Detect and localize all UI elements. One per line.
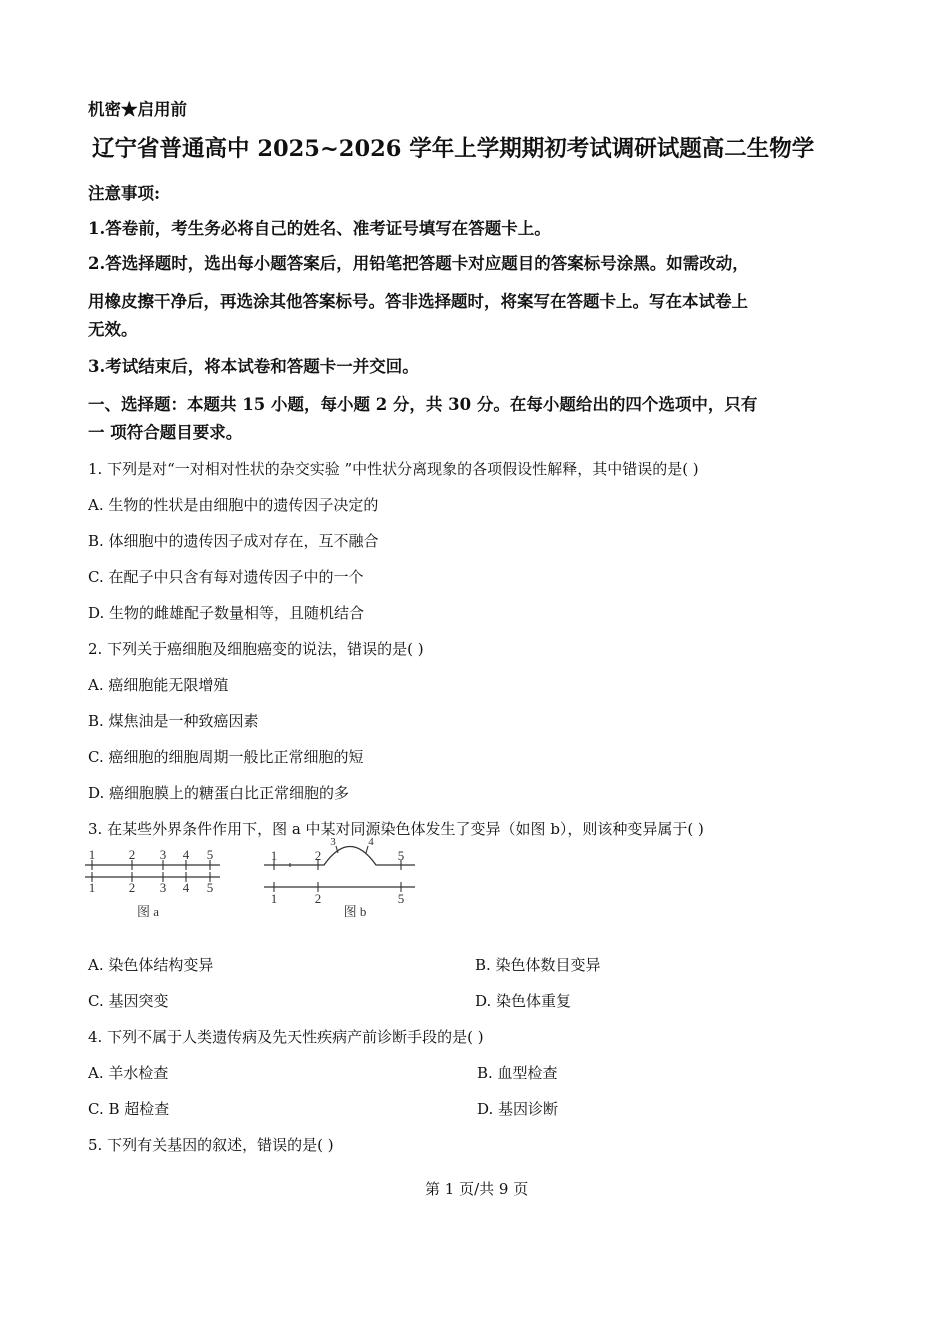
question-4-option-d: D. 基因诊断 [477,1100,559,1118]
question-1-option-b: B. 体细胞中的遗传因子成对存在，互不融合 [88,532,379,550]
notes-heading: 注意事项: [88,184,161,203]
figure-b-top-label-5: 5 [397,848,405,863]
figure-a-bottom-label-2: 2 [128,880,136,895]
question-3-option-b: B. 染色体数目变异 [475,956,601,974]
section-heading-line-1: 一、选择题：本题共 15 小题，每小题 2 分，共 30 分。在每小题给出的四个选项中，只有 [88,395,758,414]
question-1-option-a: A. 生物的性状是由细胞中的遗传因子决定的 [88,496,379,514]
question-2-option-a: A. 癌细胞能无限增殖 [88,676,229,694]
figure-b-caption: 图 b [343,904,367,919]
figure-a-top-label-5: 5 [206,847,214,862]
figure-b-top-label-1: 1 [270,848,278,863]
figure-b-top-label-3: 3 [330,836,336,848]
chromosome-figure [80,836,430,926]
figure-a [85,847,220,919]
question-3-option-a: A. 染色体结构变异 [88,956,214,974]
figure-a-top-label-2: 2 [128,847,136,862]
question-4-option-a: A. 羊水检查 [88,1064,169,1082]
question-1-option-d: D. 生物的雌雄配子数量相等，且随机结合 [88,604,365,622]
section-heading-line-2: 一 项符合题目要求。 [88,423,243,442]
page-title: 辽宁省普通高中 2025~2026 学年上学期期初考试调研试题高二生物学 [92,136,815,162]
notes-item-2-line-1: 2.答选择题时，选出每小题答案后，用铅笔把答题卡对应题目的答案标号涂黑。如需改动， [88,254,749,273]
question-4-option-b: B. 血型检查 [477,1064,558,1082]
question-2-option-c: C. 癌细胞的细胞周期一般比正常细胞的短 [88,748,364,766]
notes-item-3: 3.考试结束后，将本试卷和答题卡一并交回。 [88,357,419,376]
figure-a-caption: 图 a [136,904,160,919]
notes-item-2-line-3: 无效。 [88,320,138,339]
figure-b-top-label-4: 4 [368,836,374,848]
question-3-option-c: C. 基因突变 [88,992,169,1010]
question-1-option-c: C. 在配子中只含有每对遗传因子中的一个 [88,568,364,586]
figure-a-top-label-4: 4 [182,847,190,862]
question-3-option-d: D. 染色体重复 [475,992,572,1010]
figure-b-bottom-label-1: 1 [270,891,278,906]
question-1-stem: 1. 下列是对“一对相对性状的杂交实验 ”中性状分离现象的各项假设性解释，其中错误的是( ) [88,460,699,478]
question-4-stem: 4. 下列不属于人类遗传病及先天性疾病产前诊断手段的是( ) [88,1028,484,1046]
question-2-option-b: B. 煤焦油是一种致癌因素 [88,712,259,730]
question-5-stem: 5. 下列有关基因的叙述，错误的是( ) [88,1136,334,1154]
figure-b-top-label-2: 2 [314,848,322,863]
figure-b-bottom-label-5: 5 [397,891,405,906]
figure-a-bottom-label-5: 5 [206,880,214,895]
secret-label: 机密★启用前 [88,100,187,119]
figure-a-bottom-label-1: 1 [88,880,96,895]
figure-a-top-label-1: 1 [88,847,96,862]
notes-item-1: 1.答卷前，考生务必将自己的姓名、准考证号填写在答题卡上。 [88,219,551,238]
page-footer: 第 1 页/共 9 页 [425,1180,529,1198]
question-2-stem: 2. 下列关于癌细胞及细胞癌变的说法，错误的是( ) [88,640,424,658]
question-2-option-d: D. 癌细胞膜上的糖蛋白比正常细胞的多 [88,784,350,802]
figure-a-bottom-label-3: 3 [159,880,167,895]
figure-a-top-label-3: 3 [159,847,167,862]
question-3-stem: 3. 在某些外界条件作用下，图 a 中某对同源染色体发生了变异（如图 b），则该种变异属于( ) [88,820,704,838]
notes-item-2-line-2: 用橡皮擦干净后，再选涂其他答案标号。答非选择题时，将案写在答题卡上。写在本试卷上 [88,292,748,311]
figure-b-bottom-label-2: 2 [314,891,322,906]
question-4-option-c: C. B 超检查 [88,1100,170,1118]
figure-b [264,836,415,919]
figure-a-bottom-label-4: 4 [182,880,190,895]
